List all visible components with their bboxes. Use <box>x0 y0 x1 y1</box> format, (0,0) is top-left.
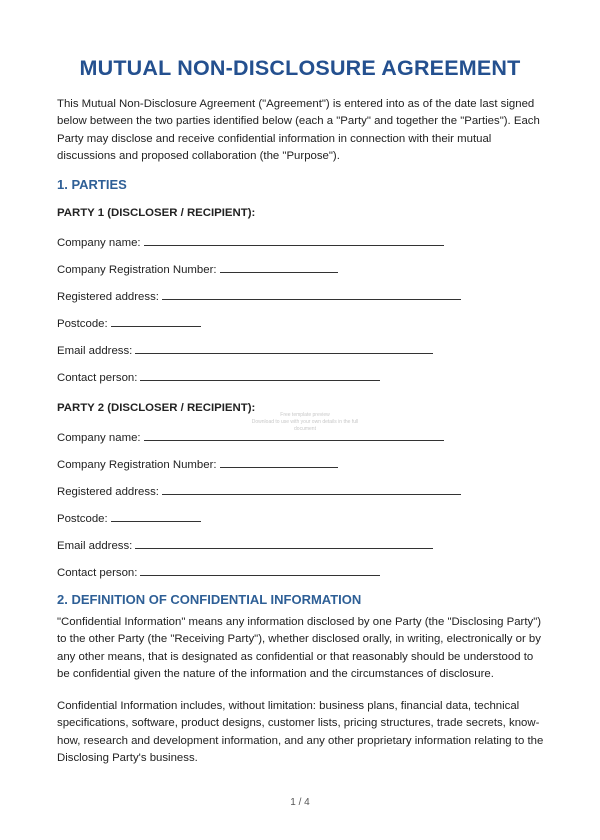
section-2-heading: 2. DEFINITION OF CONFIDENTIAL INFORMATION <box>57 592 362 607</box>
party-1-contact-person-field[interactable] <box>57 369 380 385</box>
field-label: Company name: <box>57 237 141 249</box>
fill-line[interactable] <box>140 369 380 381</box>
section-1-heading: 1. PARTIES <box>57 177 127 192</box>
field-label: Company Registration Number: <box>57 264 217 276</box>
page-number: 1 / 4 <box>290 797 310 808</box>
watermark-text <box>245 412 365 433</box>
inclusions-paragraph: Confidential Information includes, without limitation: business plans, financial data, technical specifications, software, product designs, customer lists, pricing structures, trade secrets, know-how, research and development information, and any other proprietary information relating to the Disclosing Party's business. <box>57 700 544 764</box>
fill-line[interactable] <box>135 342 433 354</box>
party-1-registered-address-field[interactable] <box>57 288 461 304</box>
watermark-line-2: Download to use with your own details in the full document <box>251 419 359 432</box>
party-1-heading: PARTY 1 (DISCLOSER / RECIPIENT): <box>57 207 256 219</box>
field-label: Contact person: <box>57 567 138 579</box>
fill-line[interactable] <box>111 315 201 327</box>
document-title: MUTUAL NON-DISCLOSURE AGREEMENT <box>79 56 521 80</box>
party-1-email-field[interactable] <box>57 342 433 358</box>
fill-line[interactable] <box>162 483 461 495</box>
intro-paragraph: This Mutual Non-Disclosure Agreement ("Agreement") is entered into as of the date last signed below between the two parties identified below (each a "Party" and together the "Parties"). Each Party may disclose and receive confidential information in connection with their mutual discussions and proposed collaboration (the "Purpose"). <box>57 98 540 162</box>
watermark-line-1: Free template preview <box>280 412 330 418</box>
field-label: Email address: <box>57 540 133 552</box>
field-label: Registered address: <box>57 486 159 498</box>
party-2-registration-number-field[interactable] <box>57 456 338 472</box>
party-1-postcode-field[interactable] <box>57 315 201 331</box>
party-2-email-field[interactable] <box>57 537 433 553</box>
party-2-registered-address-field[interactable] <box>57 483 461 499</box>
party-2-postcode-field[interactable] <box>57 510 201 526</box>
fill-line[interactable] <box>220 456 338 468</box>
field-label: Company Registration Number: <box>57 459 217 471</box>
field-label: Registered address: <box>57 291 159 303</box>
party-1-company-name-field[interactable] <box>57 234 444 250</box>
field-label: Postcode: <box>57 513 108 525</box>
field-label: Contact person: <box>57 372 138 384</box>
fill-line[interactable] <box>162 288 461 300</box>
party-2-contact-person-field[interactable] <box>57 564 380 580</box>
fill-line[interactable] <box>135 537 433 549</box>
field-label: Company name: <box>57 432 141 444</box>
party-2-heading: PARTY 2 (DISCLOSER / RECIPIENT): <box>57 402 256 414</box>
party-1-registration-number-field[interactable] <box>57 261 338 277</box>
fill-line[interactable] <box>220 261 338 273</box>
fill-line[interactable] <box>140 564 380 576</box>
field-label: Email address: <box>57 345 133 357</box>
field-label: Postcode: <box>57 318 108 330</box>
definition-paragraph: "Confidential Information" means any information disclosed by one Party (the "Disclosing Party") to the other Party (the "Receiving Party"), whether disclosed orally, in writing, electronically or by any other means, that is designated as confidential or that reasonably should be understood to be confidential given the nature of the information and the circumstances of disclosure. <box>57 616 542 680</box>
fill-line[interactable] <box>111 510 201 522</box>
fill-line[interactable] <box>144 234 444 246</box>
